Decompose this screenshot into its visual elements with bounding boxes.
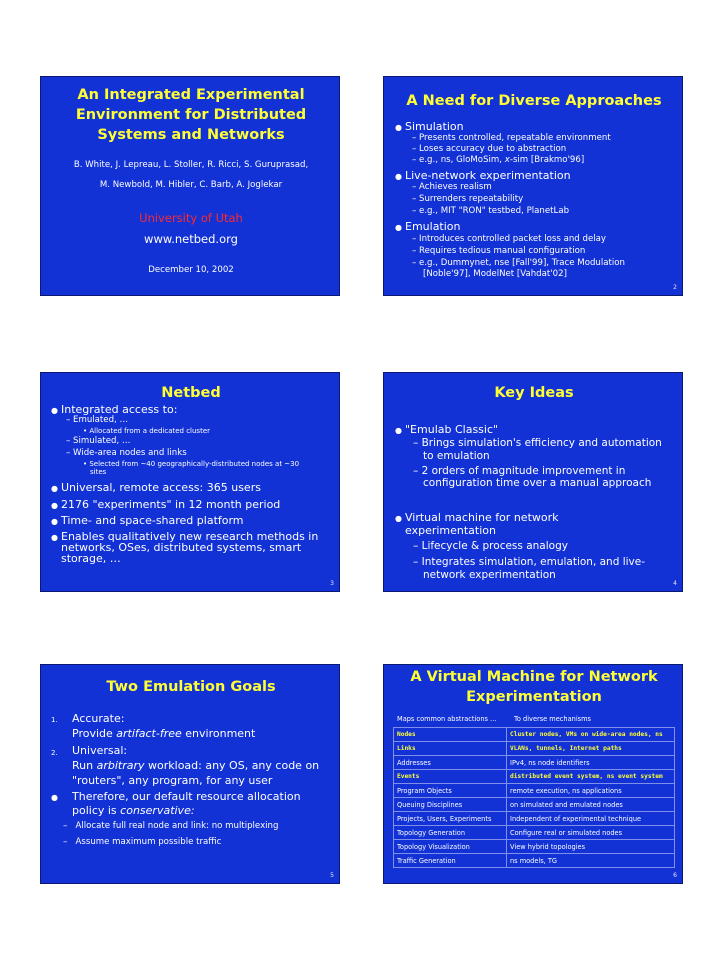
abstraction-cell: Links (394, 742, 507, 756)
table-row (394, 742, 675, 756)
page-number: 5 (330, 872, 334, 879)
bullet-cont: policy is conservative: (72, 804, 195, 817)
sub-bullet-cont: to emulation (423, 450, 490, 462)
abstraction-cell: Addresses (394, 756, 507, 770)
list-item-text: Provide artifact-free environment (72, 727, 256, 740)
abstraction-cell: Program Objects (394, 784, 507, 798)
table-row (394, 728, 675, 742)
table-row (394, 840, 675, 854)
mechanism-cell: remote execution, ns applications (507, 784, 675, 798)
slide-3-title: Netbed (161, 385, 221, 401)
page-number: 2 (673, 284, 677, 291)
abstraction-cell: Events (394, 770, 507, 784)
list-item-text: Run arbitrary workload: any OS, any code on (72, 759, 320, 772)
table-row (394, 812, 675, 826)
sub-sub-bullet: • Allocated from a dedicated cluster (83, 427, 211, 435)
sub-bullet-cont: configuration time over a manual approach (423, 477, 652, 489)
slide-1-title: An Integrated Experimental Environment for Distributed Systems and Networks (75, 87, 307, 143)
slide-1 (40, 76, 340, 296)
sub-bullet: – Wide-area nodes and links (66, 448, 187, 458)
bullet: ● Integrated access to: (51, 403, 178, 416)
slide-4-title: Key Ideas (494, 385, 574, 401)
slide-4 (383, 372, 683, 592)
bullet-emulation: ● Emulation (395, 220, 461, 233)
abstraction-cell: Nodes (394, 728, 507, 742)
bullet-cont: experimentation (405, 524, 496, 537)
slide-3 (40, 372, 340, 592)
list-item-text: "routers", any program, for any user (72, 774, 273, 787)
sub-bullet: – Integrates simulation, emulation, and live- (413, 556, 646, 568)
sub-bullet: – e.g., Dummynet, nse [Fall'99], Trace Modulation (412, 258, 625, 268)
col2-header: To diverse mechanisms (514, 715, 591, 723)
abstraction-cell: Queuing Disciplines (394, 798, 507, 812)
mechanism-cell: distributed event system, ns event system (507, 770, 675, 784)
sub-bullet: – Brings simulation's efficiency and automation (413, 437, 662, 449)
mechanism-cell: ns models, TG (507, 854, 675, 868)
abstraction-cell: Projects, Users, Experiments (394, 812, 507, 826)
table-row (394, 770, 675, 784)
bullet: ● Virtual machine for network (395, 511, 559, 524)
bullet-cont: storage, … (61, 552, 121, 565)
page-number: 3 (330, 580, 334, 587)
bullet: ● Enables qualitatively new research methods in (51, 530, 319, 543)
bullet: ● Universal, remote access: 365 users (51, 481, 261, 494)
list-item-head: Universal: (72, 744, 128, 757)
sub-bullet-cont: network experimentation (423, 569, 556, 581)
mechanism-cell: View hybrid topologies (507, 840, 675, 854)
authors: B. White, J. Lepreau, L. Stoller, R. Ricci, S. Guruprasad, M. Newbold, M. Hibler, C. Barb, A. Joglekar (73, 160, 309, 190)
list-item-head: Accurate: (72, 712, 125, 725)
sub-bullet: – Allocate full real node and link: no multiplexing (63, 821, 279, 831)
website: www.netbed.org (144, 232, 238, 246)
bullet-simulation: ● Simulation (395, 120, 464, 133)
sub-bullet: – 2 orders of magnitude improvement in (413, 465, 626, 477)
col1-header: Maps common abstractions … (397, 715, 497, 723)
slide-5 (40, 664, 340, 884)
page-number: 6 (673, 872, 677, 879)
sub-bullet: – Lifecycle & process analogy (413, 540, 568, 552)
list-number: 2. (51, 749, 58, 757)
bullet: ● Time- and space-shared platform (51, 514, 244, 527)
bullet-cont: networks, OSes, distributed systems, smart (61, 541, 302, 554)
mechanism-cell: VLANs, tunnels, Internet paths (507, 742, 675, 756)
page-number: 4 (673, 580, 677, 587)
bullet: ● "Emulab Classic" (395, 423, 499, 436)
sub-bullet: – e.g., MIT "RON" testbed, PlanetLab (412, 206, 570, 216)
list-number: 1. (51, 716, 58, 724)
table-row (394, 784, 675, 798)
slide-2-title: A Need for Diverse Approaches (406, 93, 662, 109)
sub-bullet: – Assume maximum possible traffic (63, 837, 222, 847)
mapping-table (393, 727, 675, 868)
bullet: ● Therefore, our default resource allocation (51, 790, 301, 803)
slide-6 (383, 664, 683, 884)
slide-6-title: A Virtual Machine for Network Experimentation (410, 669, 658, 705)
sub-bullet: – e.g., ns, GloMoSim, x-sim [Brakmo'96] (412, 155, 585, 165)
sub-sub-bullet: • Selected from ~40 geographically-distributed nodes at ~30 (83, 460, 300, 468)
table-row (394, 798, 675, 812)
mechanism-cell: on simulated and emulated nodes (507, 798, 675, 812)
sub-bullet: – Achieves realism (412, 182, 492, 192)
mechanism-cell: Configure real or simulated nodes (507, 826, 675, 840)
table-row (394, 854, 675, 868)
slide-2 (383, 76, 683, 296)
sub-bullet: – Introduces controlled packet loss and delay (412, 234, 606, 244)
date: December 10, 2002 (148, 265, 234, 275)
mechanism-cell: IPv4, ns node identifiers (507, 756, 675, 770)
abstraction-cell: Traffic Generation (394, 854, 507, 868)
abstraction-cell: Topology Generation (394, 826, 507, 840)
mechanism-cell: Cluster nodes, VMs on wide-area nodes, ns (507, 728, 675, 742)
table-row (394, 826, 675, 840)
sub-sub-bullet-cont: sites (90, 468, 107, 476)
sub-bullet: – Simulated, … (66, 436, 131, 446)
sub-bullet: – Requires tedious manual configuration (412, 246, 586, 256)
sub-bullet: – Surrenders repeatability (412, 194, 524, 204)
abstraction-cell: Topology Visualization (394, 840, 507, 854)
sub-bullet: – Emulated, … (66, 415, 129, 425)
sub-bullet: – Presents controlled, repeatable environment (412, 133, 611, 143)
bullet: ● 2176 "experiments" in 12 month period (51, 498, 281, 511)
mechanism-cell: Independent of experimental technique (507, 812, 675, 826)
bullet-live-network: ● Live-network experimentation (395, 169, 571, 182)
sub-bullet-cont: [Noble'97], ModelNet [Vahdat'02] (423, 269, 567, 279)
slide-5-title: Two Emulation Goals (106, 679, 276, 695)
table-row (394, 756, 675, 770)
sub-bullet: – Loses accuracy due to abstraction (412, 144, 567, 154)
university: University of Utah (139, 211, 243, 225)
